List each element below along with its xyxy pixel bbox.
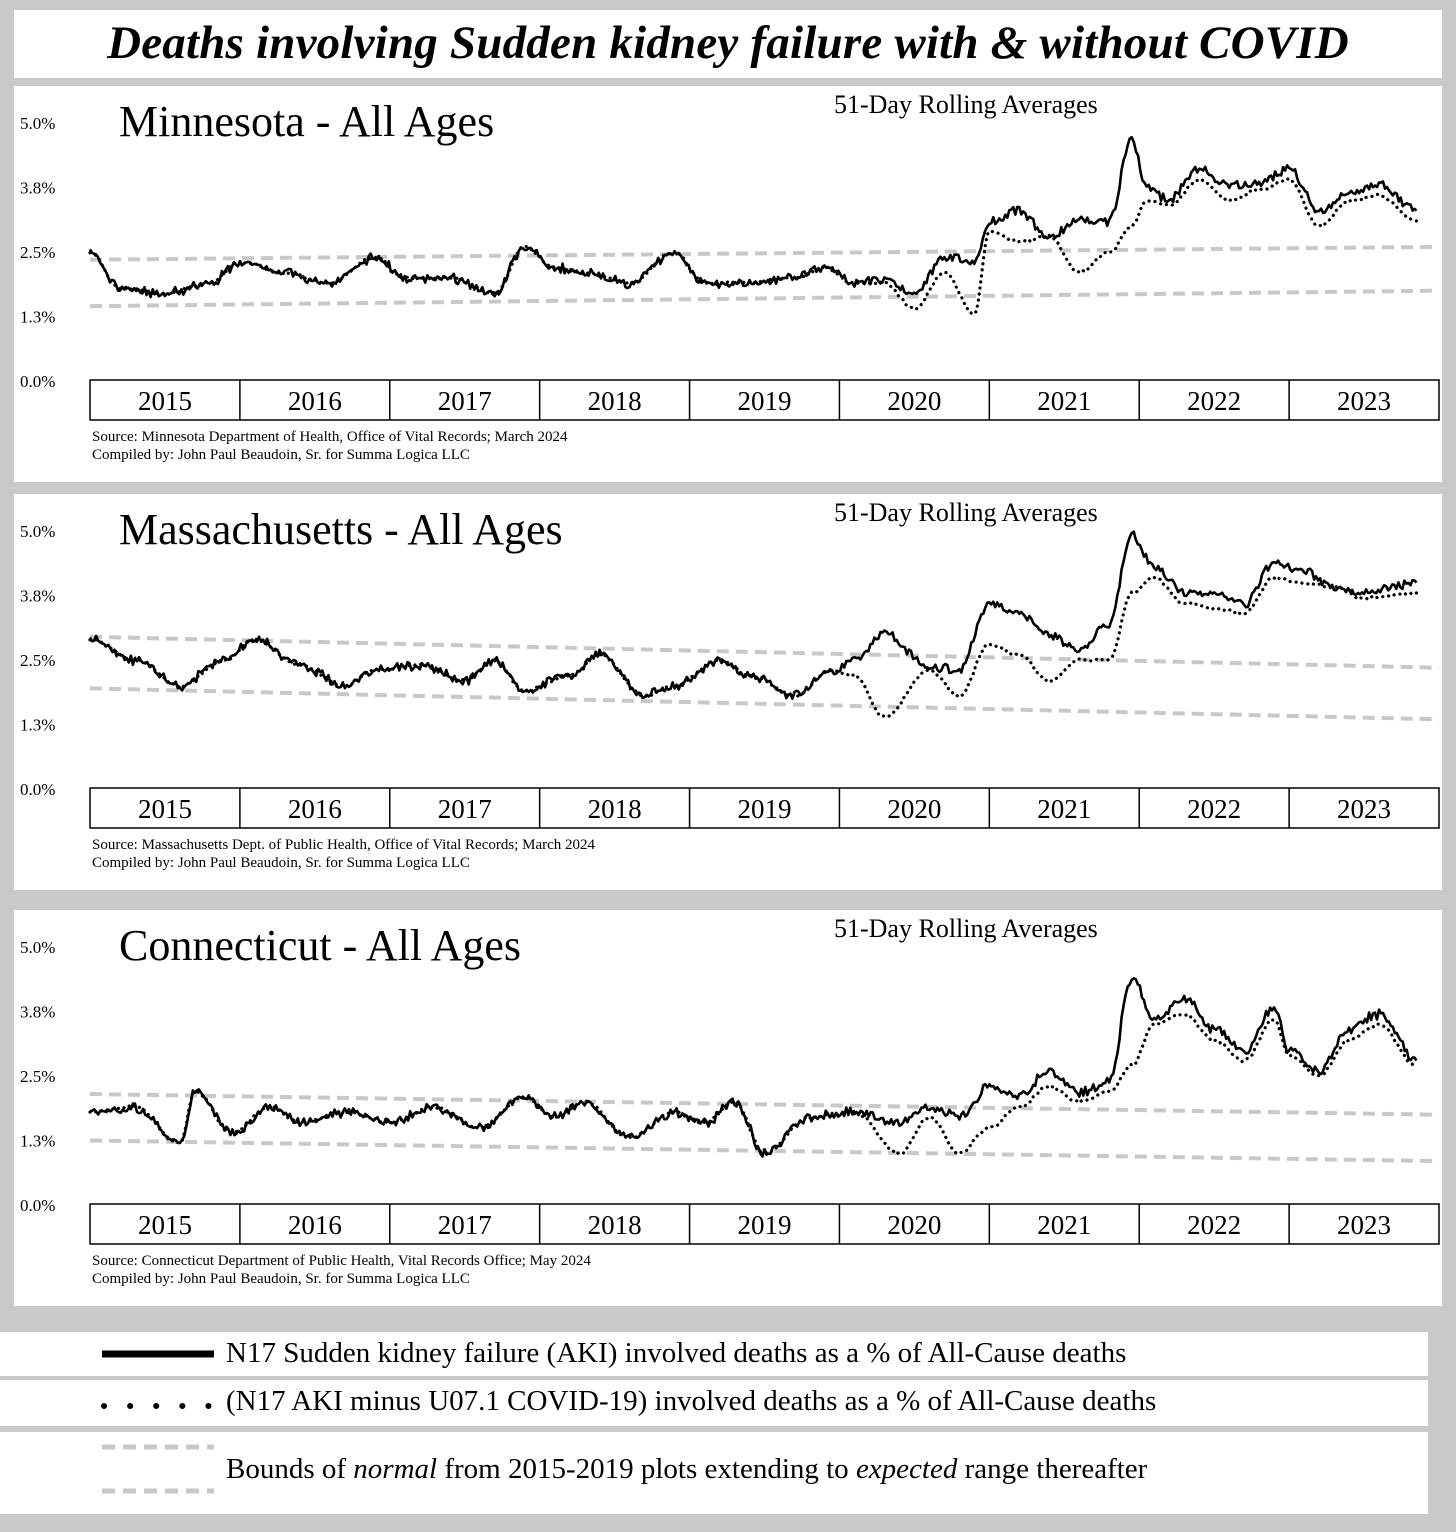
- year-label-2019: 2019: [737, 1210, 792, 1240]
- year-label-2017: 2017: [437, 1210, 492, 1240]
- series-line-non-covid: [90, 576, 1417, 716]
- legend-label-aki: N17 Sudden kidney failure (AKI) involved deaths as a % of All-Cause deaths: [226, 1337, 1127, 1369]
- legend-item-aki: [0, 1332, 1428, 1376]
- chart-subtitle: 51-Day Rolling Averages: [834, 498, 1098, 527]
- legend-item-non-covid: [0, 1380, 1428, 1426]
- legend-bounds-expected: expected: [855, 1453, 958, 1485]
- y-tick-label: 0.0%: [20, 780, 56, 799]
- y-tick-label: 0.0%: [20, 372, 56, 391]
- y-tick-label: 2.5%: [20, 243, 56, 262]
- year-label-2015: 2015: [137, 1210, 192, 1240]
- year-label-2020: 2020: [887, 794, 942, 824]
- legend-label-bounds: [226, 1453, 1147, 1486]
- year-label-2023: 2023: [1337, 1210, 1392, 1240]
- y-tick-label: 1.3%: [20, 715, 56, 735]
- chart-panel-connecticut: [14, 910, 1442, 1306]
- bound-line-lower: [90, 688, 1439, 719]
- source-note: Source: Connecticut Department of Public Health, Vital Records Office; May 2024: [92, 1253, 591, 1269]
- compiled-note: Compiled by: John Paul Beaudoin, Sr. for Summa Logica LLC: [92, 1271, 470, 1287]
- chart-title: Connecticut - All Ages: [119, 921, 522, 970]
- y-tick-label: 0.0%: [20, 1196, 56, 1215]
- year-label-2015: 2015: [137, 386, 192, 416]
- source-note: Source: Massachusetts Dept. of Public Health, Office of Vital Records; March 2024: [92, 837, 596, 853]
- chart-panel-minnesota: [14, 86, 1442, 482]
- y-tick-label: 1.3%: [20, 1131, 56, 1151]
- year-label-2018: 2018: [587, 386, 642, 416]
- y-tick-label: 2.5%: [20, 1067, 56, 1086]
- year-label-2021: 2021: [1037, 794, 1092, 824]
- year-label-2019: 2019: [737, 794, 792, 824]
- year-label-2021: 2021: [1037, 1210, 1092, 1240]
- y-tick-label: 5.0%: [20, 114, 56, 133]
- legend-bounds-mid: from 2015-2019 plots extending to: [437, 1453, 856, 1485]
- series-line-aki: [90, 532, 1417, 699]
- bound-line-upper: [90, 1094, 1439, 1115]
- legend-bounds-pre: Bounds of: [226, 1453, 354, 1485]
- chart-subtitle: 51-Day Rolling Averages: [834, 914, 1098, 943]
- y-tick-label: 3.8%: [20, 586, 56, 606]
- year-label-2016: 2016: [287, 386, 342, 416]
- chart-svg: [14, 494, 1442, 890]
- chart-svg: [14, 910, 1442, 1306]
- year-label-2023: 2023: [1337, 386, 1392, 416]
- compiled-note: Compiled by: John Paul Beaudoin, Sr. for Summa Logica LLC: [92, 855, 470, 871]
- compiled-note: Compiled by: John Paul Beaudoin, Sr. for Summa Logica LLC: [92, 447, 470, 463]
- chart-panel-massachusetts: [14, 494, 1442, 890]
- year-label-2017: 2017: [437, 386, 492, 416]
- y-tick-label: 1.3%: [20, 307, 56, 327]
- y-tick-label: 5.0%: [20, 522, 56, 541]
- year-label-2017: 2017: [437, 794, 492, 824]
- year-label-2022: 2022: [1187, 1210, 1242, 1240]
- year-label-2016: 2016: [287, 794, 342, 824]
- year-label-2022: 2022: [1187, 794, 1242, 824]
- series-line-aki: [90, 978, 1417, 1156]
- year-label-2022: 2022: [1187, 386, 1242, 416]
- legend-label-non-covid: (N17 AKI minus U07.1 COVID-19) involved deaths as a % of All-Cause deaths: [226, 1385, 1157, 1417]
- year-label-2018: 2018: [587, 1210, 642, 1240]
- chart-title: Minnesota - All Ages: [119, 97, 495, 146]
- year-label-2019: 2019: [737, 386, 792, 416]
- title-box: [14, 10, 1442, 78]
- bound-line-upper: [90, 247, 1439, 260]
- y-tick-label: 3.8%: [20, 1002, 56, 1022]
- year-label-2023: 2023: [1337, 794, 1392, 824]
- year-label-2020: 2020: [887, 1210, 942, 1240]
- chart-svg: [14, 86, 1442, 482]
- legend-bounds-post: range thereafter: [957, 1453, 1148, 1485]
- year-label-2020: 2020: [887, 386, 942, 416]
- y-tick-label: 3.8%: [20, 178, 56, 198]
- year-label-2015: 2015: [137, 794, 192, 824]
- year-label-2018: 2018: [587, 794, 642, 824]
- year-label-2021: 2021: [1037, 386, 1092, 416]
- source-note: Source: Minnesota Department of Health, Office of Vital Records; March 2024: [92, 429, 568, 445]
- y-tick-label: 2.5%: [20, 651, 56, 670]
- page-title: Deaths involving Sudden kidney failure with & without COVID: [107, 17, 1349, 69]
- bound-line-lower: [90, 291, 1439, 306]
- y-tick-label: 5.0%: [20, 938, 56, 957]
- year-label-2016: 2016: [287, 1210, 342, 1240]
- legend-item-bounds: [0, 1432, 1428, 1514]
- legend-bounds-normal: normal: [353, 1453, 438, 1485]
- chart-subtitle: 51-Day Rolling Averages: [834, 90, 1098, 119]
- chart-title: Massachusetts - All Ages: [119, 505, 563, 554]
